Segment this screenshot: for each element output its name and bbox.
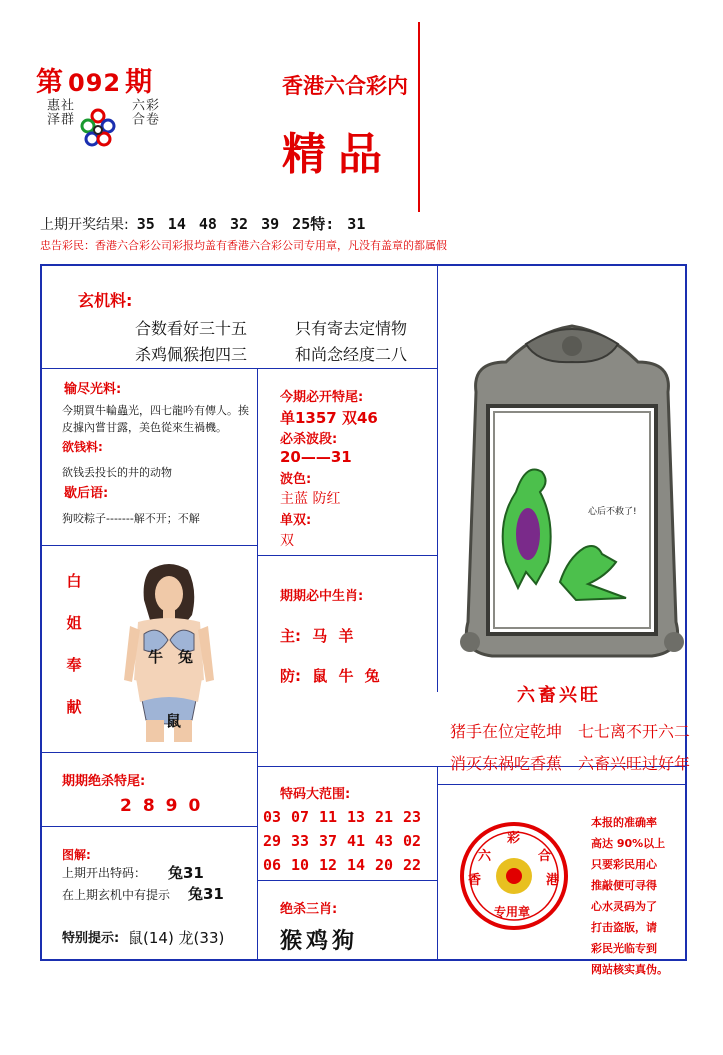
danshuang-value: 双 (280, 533, 294, 549)
range-number: 29 (263, 832, 282, 850)
last-result-label: 上期开奖结果: (40, 217, 129, 233)
yuqian-text: 欲钱丢投长的井的动物 (62, 466, 172, 479)
main-zodiac-values: 马 羊 (312, 627, 354, 645)
wave-title: 必杀波段: (280, 432, 338, 447)
bijin-title: 今期必开特尾: (280, 390, 364, 405)
grid-line (437, 266, 438, 692)
poem-line-1: 合数看好三十五 (135, 319, 248, 338)
brand-vertical-4: 彩卷 (143, 98, 158, 126)
range-numbers (263, 808, 433, 874)
last-result-numbers: 35 14 48 32 39 25特: 31 (136, 215, 366, 233)
tujie-value-1: 兔31 (168, 864, 204, 882)
range-number: 12 (319, 856, 338, 874)
photo-label-rabbit: 兔 (178, 648, 194, 666)
accuracy-line: 打击盗版，请 (591, 921, 657, 934)
range-number: 10 (291, 856, 310, 874)
range-number: 03 (263, 808, 282, 826)
cropped-area (420, 0, 723, 212)
seal-char: 彩 (507, 831, 521, 846)
tujie-line-1: 上期开出特码： (62, 866, 147, 880)
tailkill-values: 2890 (120, 796, 212, 816)
grid-line (42, 826, 257, 827)
brand-vertical-1: 惠泽 (44, 98, 59, 126)
range-number: 13 (347, 808, 366, 826)
grid-line (257, 368, 258, 959)
rings-logo-icon (80, 108, 116, 148)
issue-number (36, 60, 153, 99)
mirror-frame-picture (456, 322, 688, 660)
tailkill-title: 期期绝杀特尾: (62, 774, 146, 789)
grid-line (437, 766, 438, 959)
guard-zodiac-values: 鼠 牛 兔 (312, 667, 380, 685)
photo-label-ox: 牛 (148, 648, 164, 666)
accuracy-line: 彩民光临专到 (591, 942, 657, 955)
issue-number-value: 092 (68, 69, 122, 97)
brand-vertical-3: 六合 (129, 98, 144, 126)
wave-range: 20——31 (280, 448, 352, 466)
official-seal-icon (458, 820, 570, 932)
accuracy-line: 高达 90%以上 (591, 837, 666, 850)
main-zodiac-label: 主: (280, 627, 301, 645)
page-title: 精品 (282, 129, 394, 180)
poem-line-2: 只有寄去定情物 (295, 319, 408, 338)
range-number: 23 (403, 808, 422, 826)
grid-line (42, 545, 257, 546)
grid-line (257, 880, 437, 881)
verse-line-3: 消灭东祸吃香蕉 (450, 754, 563, 773)
main-zodiac (280, 625, 353, 646)
mirror-caption: 六畜兴旺 (517, 685, 601, 706)
range-number: 21 (375, 808, 394, 826)
xiehouyu-title: 歇后语: (64, 486, 109, 501)
banner-char: 奉 (66, 656, 82, 674)
seal-char: 六 (478, 849, 492, 864)
grid-line (42, 752, 257, 753)
xiehouyu-text: 狗咬粽子-------解不开；不解 (62, 512, 200, 525)
banner-char: 献 (66, 698, 82, 716)
xuanji-title: 玄机料: (78, 291, 133, 310)
king-title: 绝杀三肖: (280, 902, 338, 917)
issue-suffix: 期 (125, 67, 154, 98)
accuracy-line: 本报的准确率 (591, 816, 657, 829)
poem-line-4: 和尚念经度二八 (295, 345, 408, 364)
warning-notice: 忠告彩民：香港六合彩公司彩报均盖有香港六合彩公司专用章，凡没有盖章的都属假 (40, 239, 447, 252)
seal-char: 专用章 (494, 905, 531, 919)
danshuang-title: 单双: (280, 513, 312, 528)
tujie-line-2: 在上期玄机中有提示 (62, 888, 171, 902)
shuyu-title: 输尽光料: (64, 382, 122, 397)
seal-char: 合 (538, 849, 552, 864)
king-values: 猴鸡狗 (280, 929, 359, 954)
color-line: 主蓝 防红 (280, 491, 341, 507)
shengxiao-title: 期期必中生肖: (280, 589, 364, 604)
vertical-banner (63, 560, 85, 728)
range-number: 41 (347, 832, 366, 850)
banner-char: 姐 (66, 614, 82, 632)
brand-vertical-2: 社群 (58, 98, 73, 126)
range-number: 20 (375, 856, 394, 874)
accuracy-line: 只要彩民用心 (591, 858, 657, 871)
seal-char: 香 (468, 873, 482, 888)
verse-line-2: 七七离不开六二 (578, 722, 691, 741)
color-title: 波色: (280, 472, 312, 487)
poem-line-3: 杀鸡佩猴抱四三 (135, 345, 248, 364)
header-subtitle: 香港六合彩内 (282, 74, 408, 98)
shuyu-text: 今期買牛輪蟲光，四七龍吟有傳人。挨皮據內嘗甘露，美色從來生禍機。 (62, 404, 249, 434)
special-tip-title: 特别提示: (62, 931, 120, 946)
accuracy-line: 网站核实真伪。 (591, 963, 668, 976)
seal-char: 港 (546, 873, 560, 888)
range-number: 37 (319, 832, 338, 850)
model-photo (122, 560, 216, 742)
grid-line (257, 555, 437, 556)
last-result (40, 213, 365, 234)
guard-zodiac (280, 665, 380, 686)
range-number: 43 (375, 832, 394, 850)
banner-char: 白 (66, 572, 82, 590)
accuracy-notice (591, 812, 683, 980)
grid-line (437, 784, 685, 785)
range-number: 06 (263, 856, 282, 874)
grid-line (42, 368, 437, 369)
range-title: 特码大范围: (280, 787, 351, 802)
accuracy-line: 心水灵码为了 (591, 900, 657, 913)
crop-divider (418, 22, 420, 212)
range-number: 22 (403, 856, 422, 874)
tujie-title: 图解: (62, 848, 91, 862)
range-number: 02 (403, 832, 422, 850)
tail-line: 单1357 双46 (280, 409, 378, 427)
issue-prefix: 第 (36, 67, 64, 98)
verse-line-1: 猪手在位定乾坤 (450, 722, 563, 741)
range-number: 11 (319, 808, 338, 826)
range-number: 07 (291, 808, 310, 826)
guard-zodiac-label: 防: (280, 667, 301, 685)
accuracy-line: 推敲便可寻得 (591, 879, 657, 892)
tujie-value-2: 兔31 (188, 885, 224, 903)
bubble-text: 心后不救了! (588, 507, 637, 517)
special-tip-values: 鼠(14) 龙(33) (128, 929, 225, 947)
verse-line-4: 六畜兴旺过好年 (578, 754, 691, 773)
range-number: 33 (291, 832, 310, 850)
photo-label-rat: 鼠 (166, 712, 182, 730)
range-number: 14 (347, 856, 366, 874)
yuqian-title: 欲钱料: (62, 440, 103, 454)
